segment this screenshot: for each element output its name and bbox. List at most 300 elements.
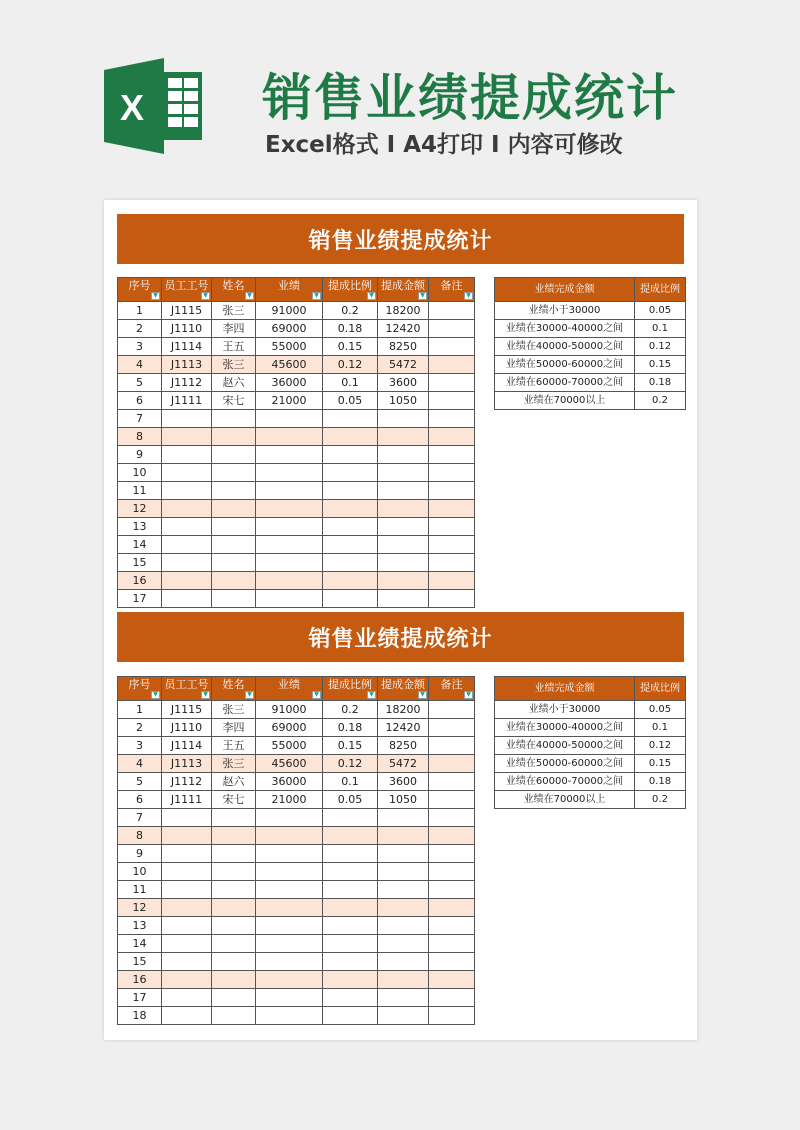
table-cell[interactable]: 赵六 <box>212 374 256 392</box>
filter-dropdown-icon[interactable]: ▼ <box>201 292 210 300</box>
table-cell[interactable] <box>162 554 212 572</box>
table-cell[interactable]: 14 <box>118 935 162 953</box>
table-cell[interactable] <box>256 518 323 536</box>
table-cell[interactable] <box>162 845 212 863</box>
table-cell[interactable] <box>378 464 429 482</box>
table-cell[interactable] <box>162 935 212 953</box>
table-cell[interactable] <box>429 809 475 827</box>
table-row <box>495 338 686 356</box>
table-cell[interactable] <box>429 719 475 737</box>
table-cell[interactable] <box>212 518 256 536</box>
table-cell[interactable] <box>212 809 256 827</box>
table-cell[interactable] <box>429 482 475 500</box>
table-cell[interactable]: 0.1 <box>635 320 686 338</box>
table-cell[interactable] <box>256 446 323 464</box>
table-cell[interactable]: 10 <box>118 863 162 881</box>
table-cell[interactable] <box>162 572 212 590</box>
table-cell[interactable]: 0.1 <box>323 374 378 392</box>
table-cell[interactable] <box>256 863 323 881</box>
table-cell[interactable]: 业绩在50000-60000之间 <box>495 356 635 374</box>
table-cell[interactable] <box>162 446 212 464</box>
table-cell[interactable]: 张三 <box>212 356 256 374</box>
column-header[interactable]: 序号 ▼ <box>118 278 162 302</box>
filter-dropdown-icon[interactable]: ▼ <box>464 691 473 699</box>
excel-logo-icon <box>104 58 204 154</box>
table-cell[interactable] <box>429 881 475 899</box>
table-cell[interactable] <box>378 881 429 899</box>
table-cell[interactable] <box>162 500 212 518</box>
table-cell[interactable]: 12 <box>118 899 162 917</box>
table-cell[interactable] <box>378 935 429 953</box>
table-cell[interactable] <box>323 554 378 572</box>
table-cell[interactable] <box>429 701 475 719</box>
table-cell[interactable]: 王五 <box>212 737 256 755</box>
table-cell[interactable] <box>162 881 212 899</box>
table-cell[interactable] <box>429 590 475 608</box>
table-cell[interactable] <box>378 827 429 845</box>
table-cell[interactable]: 4 <box>118 755 162 773</box>
table-cell[interactable] <box>323 410 378 428</box>
table-cell[interactable] <box>378 917 429 935</box>
table-cell[interactable]: 0.15 <box>635 356 686 374</box>
table-cell[interactable]: 0.05 <box>635 701 686 719</box>
table-cell[interactable]: J1111 <box>162 791 212 809</box>
table-cell[interactable] <box>162 971 212 989</box>
table-cell[interactable]: 0.2 <box>635 392 686 410</box>
table-cell[interactable] <box>162 428 212 446</box>
filter-dropdown-icon[interactable]: ▼ <box>312 691 321 699</box>
table-cell[interactable]: 业绩在60000-70000之间 <box>495 773 635 791</box>
table-cell[interactable]: 17 <box>118 590 162 608</box>
table-cell[interactable]: 李四 <box>212 320 256 338</box>
table-cell[interactable]: 张三 <box>212 302 256 320</box>
table-cell[interactable] <box>162 1007 212 1025</box>
table-cell[interactable]: 12 <box>118 500 162 518</box>
table-cell[interactable]: 16 <box>118 971 162 989</box>
table-cell[interactable]: J1112 <box>162 773 212 791</box>
filter-dropdown-icon[interactable]: ▼ <box>464 292 473 300</box>
table-cell[interactable]: 业绩在30000-40000之间 <box>495 719 635 737</box>
table-cell[interactable]: J1114 <box>162 338 212 356</box>
table-cell[interactable]: J1112 <box>162 374 212 392</box>
table-cell[interactable] <box>378 989 429 1007</box>
table-cell[interactable]: 王五 <box>212 338 256 356</box>
table-cell[interactable]: 0.18 <box>635 374 686 392</box>
table-cell[interactable]: 0.12 <box>323 356 378 374</box>
table-cell[interactable] <box>429 572 475 590</box>
table-cell[interactable]: 3 <box>118 338 162 356</box>
table-cell[interactable] <box>429 989 475 1007</box>
table-cell[interactable]: 91000 <box>256 701 323 719</box>
table-cell[interactable] <box>162 899 212 917</box>
table-cell[interactable] <box>256 590 323 608</box>
table-cell[interactable]: 6 <box>118 392 162 410</box>
table-cell[interactable] <box>212 935 256 953</box>
table-cell[interactable]: 8 <box>118 428 162 446</box>
table-cell[interactable] <box>256 500 323 518</box>
table-cell[interactable] <box>378 809 429 827</box>
column-header[interactable]: 姓名 ▼ <box>212 278 256 302</box>
table-cell[interactable] <box>378 482 429 500</box>
table-cell[interactable]: 18200 <box>378 701 429 719</box>
column-header[interactable]: 序号 ▼ <box>118 677 162 701</box>
table-cell[interactable] <box>429 464 475 482</box>
table-cell[interactable] <box>323 881 378 899</box>
table-cell[interactable] <box>323 953 378 971</box>
table-cell[interactable]: 11 <box>118 881 162 899</box>
column-header[interactable]: 提成比例 ▼ <box>323 677 378 701</box>
table-cell[interactable]: 0.15 <box>635 755 686 773</box>
table-cell[interactable]: 0.2 <box>323 701 378 719</box>
table-cell[interactable]: 5472 <box>378 755 429 773</box>
table-cell[interactable]: 16 <box>118 572 162 590</box>
table-cell[interactable]: 张三 <box>212 755 256 773</box>
table-cell[interactable]: 69000 <box>256 320 323 338</box>
table-cell[interactable]: 45600 <box>256 356 323 374</box>
table-cell[interactable] <box>323 500 378 518</box>
table-cell[interactable]: 0.12 <box>323 755 378 773</box>
table-cell[interactable] <box>323 518 378 536</box>
table-cell[interactable] <box>212 590 256 608</box>
column-header[interactable]: 提成比例 ▼ <box>323 278 378 302</box>
table-cell[interactable] <box>323 899 378 917</box>
column-header[interactable]: 姓名 ▼ <box>212 677 256 701</box>
table-cell[interactable]: 业绩在70000以上 <box>495 791 635 809</box>
table-cell[interactable]: 9 <box>118 845 162 863</box>
table-cell[interactable] <box>256 989 323 1007</box>
table-cell[interactable]: 业绩在40000-50000之间 <box>495 737 635 755</box>
table-cell[interactable] <box>212 989 256 1007</box>
table-cell[interactable]: J1113 <box>162 755 212 773</box>
table-cell[interactable] <box>256 899 323 917</box>
table-cell[interactable]: 0.1 <box>323 773 378 791</box>
table-cell[interactable] <box>256 572 323 590</box>
table-cell[interactable]: 91000 <box>256 302 323 320</box>
table-cell[interactable]: 9 <box>118 446 162 464</box>
table-cell[interactable]: 55000 <box>256 737 323 755</box>
table-cell[interactable]: 赵六 <box>212 773 256 791</box>
table-cell[interactable]: 0.12 <box>635 338 686 356</box>
table-cell[interactable] <box>323 572 378 590</box>
table-cell[interactable] <box>256 953 323 971</box>
table-cell[interactable] <box>323 536 378 554</box>
table-cell[interactable] <box>378 899 429 917</box>
table-cell[interactable] <box>323 1007 378 1025</box>
table-cell[interactable] <box>162 989 212 1007</box>
table-cell[interactable] <box>429 863 475 881</box>
table-cell[interactable] <box>429 755 475 773</box>
table-cell[interactable] <box>323 809 378 827</box>
table-cell[interactable] <box>212 881 256 899</box>
table-cell[interactable]: 0.05 <box>323 392 378 410</box>
table-cell[interactable] <box>429 1007 475 1025</box>
column-header[interactable]: 业绩 ▼ <box>256 677 323 701</box>
table-cell[interactable] <box>429 374 475 392</box>
table-cell[interactable]: 业绩在70000以上 <box>495 392 635 410</box>
table-cell[interactable]: 45600 <box>256 755 323 773</box>
table-cell[interactable] <box>378 536 429 554</box>
table-cell[interactable]: 15 <box>118 953 162 971</box>
table-cell[interactable] <box>162 410 212 428</box>
table-cell[interactable]: 7 <box>118 809 162 827</box>
table-cell[interactable] <box>323 971 378 989</box>
table-cell[interactable] <box>429 410 475 428</box>
table-cell[interactable]: 6 <box>118 791 162 809</box>
table-cell[interactable]: 1050 <box>378 791 429 809</box>
table-cell[interactable]: 12420 <box>378 719 429 737</box>
table-cell[interactable] <box>212 845 256 863</box>
table-cell[interactable] <box>378 572 429 590</box>
filter-dropdown-icon[interactable]: ▼ <box>367 691 376 699</box>
table-cell[interactable] <box>323 464 378 482</box>
column-header[interactable]: 员工工号 ▼ <box>162 677 212 701</box>
table-cell[interactable] <box>212 572 256 590</box>
table-cell[interactable]: 13 <box>118 518 162 536</box>
table-cell[interactable] <box>256 971 323 989</box>
table-cell[interactable] <box>429 773 475 791</box>
table-cell[interactable]: 李四 <box>212 719 256 737</box>
column-header[interactable]: 提成金额 ▼ <box>378 677 429 701</box>
table-cell[interactable] <box>323 845 378 863</box>
table-cell[interactable] <box>212 446 256 464</box>
table-cell[interactable]: 3600 <box>378 374 429 392</box>
table-cell[interactable]: 12420 <box>378 320 429 338</box>
table-cell[interactable]: 36000 <box>256 773 323 791</box>
table-cell[interactable] <box>162 809 212 827</box>
table-cell[interactable] <box>323 446 378 464</box>
table-cell[interactable]: 5472 <box>378 356 429 374</box>
filter-dropdown-icon[interactable]: ▼ <box>312 292 321 300</box>
table-cell[interactable]: J1111 <box>162 392 212 410</box>
table-cell[interactable] <box>212 482 256 500</box>
filter-dropdown-icon[interactable]: ▼ <box>151 691 160 699</box>
table-cell[interactable]: 21000 <box>256 392 323 410</box>
table-cell[interactable]: 5 <box>118 773 162 791</box>
table-cell[interactable] <box>429 356 475 374</box>
table-cell[interactable] <box>256 410 323 428</box>
table-cell[interactable]: 1050 <box>378 392 429 410</box>
table-cell[interactable] <box>256 482 323 500</box>
table-cell[interactable]: 18 <box>118 1007 162 1025</box>
table-cell[interactable]: 13 <box>118 917 162 935</box>
table-cell[interactable] <box>212 554 256 572</box>
table-cell[interactable] <box>378 1007 429 1025</box>
table-cell[interactable] <box>256 809 323 827</box>
table-cell[interactable] <box>256 845 323 863</box>
table-cell[interactable] <box>378 428 429 446</box>
table-cell[interactable]: 0.2 <box>323 302 378 320</box>
table-cell[interactable] <box>429 392 475 410</box>
table-cell[interactable]: 15 <box>118 554 162 572</box>
table-cell[interactable] <box>378 446 429 464</box>
table-cell[interactable] <box>429 737 475 755</box>
filter-dropdown-icon[interactable]: ▼ <box>245 292 254 300</box>
table-cell[interactable] <box>212 1007 256 1025</box>
table-cell[interactable] <box>323 935 378 953</box>
table-cell[interactable]: 14 <box>118 536 162 554</box>
table-cell[interactable] <box>256 536 323 554</box>
table-cell[interactable] <box>429 953 475 971</box>
column-header[interactable]: 提成金额 ▼ <box>378 278 429 302</box>
table-cell[interactable]: 0.1 <box>635 719 686 737</box>
column-header[interactable]: 备注 ▼ <box>429 677 475 701</box>
table-cell[interactable] <box>256 554 323 572</box>
table-cell[interactable]: 业绩小于30000 <box>495 302 635 320</box>
table-cell[interactable]: 1 <box>118 701 162 719</box>
table-cell[interactable]: 0.12 <box>635 737 686 755</box>
table-cell[interactable]: 1 <box>118 302 162 320</box>
table-cell[interactable]: 36000 <box>256 374 323 392</box>
table-cell[interactable] <box>378 971 429 989</box>
table-cell[interactable]: 0.2 <box>635 791 686 809</box>
table-cell[interactable] <box>429 917 475 935</box>
table-cell[interactable] <box>256 935 323 953</box>
column-header[interactable]: 员工工号 ▼ <box>162 278 212 302</box>
table-cell[interactable]: 业绩在60000-70000之间 <box>495 374 635 392</box>
table-cell[interactable]: 3 <box>118 737 162 755</box>
table-cell[interactable]: 0.18 <box>323 320 378 338</box>
table-cell[interactable] <box>212 863 256 881</box>
table-cell[interactable]: 业绩在50000-60000之间 <box>495 755 635 773</box>
table-cell[interactable] <box>212 410 256 428</box>
table-cell[interactable] <box>323 590 378 608</box>
table-row <box>118 446 475 464</box>
table-cell[interactable]: 0.15 <box>323 338 378 356</box>
filter-dropdown-icon[interactable]: ▼ <box>245 691 254 699</box>
table-cell[interactable]: J1110 <box>162 719 212 737</box>
table-cell[interactable] <box>429 935 475 953</box>
table-cell[interactable] <box>429 536 475 554</box>
table-cell[interactable]: 5 <box>118 374 162 392</box>
table-cell[interactable]: 0.18 <box>635 773 686 791</box>
table-cell[interactable]: J1115 <box>162 302 212 320</box>
filter-dropdown-icon[interactable]: ▼ <box>418 292 427 300</box>
table-cell[interactable] <box>429 446 475 464</box>
table-cell[interactable]: 张三 <box>212 701 256 719</box>
table-cell[interactable] <box>256 917 323 935</box>
table-cell[interactable] <box>429 827 475 845</box>
table-cell[interactable] <box>212 917 256 935</box>
table-cell[interactable]: 宋七 <box>212 392 256 410</box>
table-cell[interactable]: 0.05 <box>323 791 378 809</box>
table-cell[interactable] <box>323 482 378 500</box>
table-cell[interactable]: 55000 <box>256 338 323 356</box>
table-cell[interactable] <box>429 971 475 989</box>
table-cell[interactable] <box>162 863 212 881</box>
table-cell[interactable] <box>378 554 429 572</box>
table-cell[interactable]: J1110 <box>162 320 212 338</box>
table-cell[interactable] <box>162 464 212 482</box>
table-cell[interactable] <box>256 428 323 446</box>
column-header[interactable]: 业绩 ▼ <box>256 278 323 302</box>
filter-dropdown-icon[interactable]: ▼ <box>151 292 160 300</box>
table-cell[interactable] <box>162 827 212 845</box>
table-cell[interactable] <box>162 953 212 971</box>
table-cell[interactable] <box>212 899 256 917</box>
table-cell[interactable] <box>212 827 256 845</box>
table-cell[interactable]: 11 <box>118 482 162 500</box>
table-cell[interactable]: 8250 <box>378 737 429 755</box>
table-cell[interactable]: 8250 <box>378 338 429 356</box>
table-cell[interactable] <box>378 500 429 518</box>
table-cell[interactable]: J1113 <box>162 356 212 374</box>
table-cell[interactable] <box>323 989 378 1007</box>
table-cell[interactable] <box>429 791 475 809</box>
table-cell[interactable] <box>212 428 256 446</box>
table-cell[interactable]: 18200 <box>378 302 429 320</box>
table-cell[interactable] <box>212 464 256 482</box>
table-cell[interactable] <box>429 554 475 572</box>
table-cell[interactable] <box>162 482 212 500</box>
table-cell[interactable]: 0.05 <box>635 302 686 320</box>
table-cell[interactable]: 69000 <box>256 719 323 737</box>
table-cell[interactable] <box>212 953 256 971</box>
table-cell[interactable] <box>256 827 323 845</box>
filter-dropdown-icon[interactable]: ▼ <box>418 691 427 699</box>
table-cell[interactable]: J1115 <box>162 701 212 719</box>
table-cell[interactable]: 10 <box>118 464 162 482</box>
table-cell[interactable] <box>256 881 323 899</box>
table-cell[interactable] <box>429 500 475 518</box>
table-cell[interactable] <box>378 863 429 881</box>
table-cell[interactable] <box>378 845 429 863</box>
table-cell[interactable]: 业绩小于30000 <box>495 701 635 719</box>
table-cell[interactable] <box>378 518 429 536</box>
table-cell[interactable] <box>162 518 212 536</box>
table-cell[interactable] <box>212 536 256 554</box>
table-cell[interactable]: 8 <box>118 827 162 845</box>
table-cell[interactable] <box>378 953 429 971</box>
table-cell[interactable] <box>378 590 429 608</box>
table-cell[interactable] <box>162 917 212 935</box>
table-cell[interactable] <box>162 536 212 554</box>
filter-dropdown-icon[interactable]: ▼ <box>367 292 376 300</box>
table-cell[interactable] <box>323 827 378 845</box>
table-cell[interactable] <box>212 971 256 989</box>
table-cell[interactable] <box>429 845 475 863</box>
table-cell[interactable]: 17 <box>118 989 162 1007</box>
table-cell[interactable]: 0.18 <box>323 719 378 737</box>
table-cell[interactable] <box>429 428 475 446</box>
table-cell[interactable] <box>429 899 475 917</box>
table-cell[interactable] <box>378 410 429 428</box>
table-cell[interactable] <box>429 302 475 320</box>
table-cell[interactable]: 业绩在40000-50000之间 <box>495 338 635 356</box>
table-cell[interactable] <box>212 500 256 518</box>
table-cell[interactable] <box>323 863 378 881</box>
table-cell[interactable]: 4 <box>118 356 162 374</box>
table-cell[interactable] <box>162 590 212 608</box>
table-cell[interactable]: 21000 <box>256 791 323 809</box>
column-header[interactable]: 备注 ▼ <box>429 278 475 302</box>
table-cell[interactable] <box>429 320 475 338</box>
table-cell[interactable]: 2 <box>118 320 162 338</box>
table-cell[interactable] <box>256 464 323 482</box>
table-cell[interactable]: J1114 <box>162 737 212 755</box>
table-cell[interactable]: 7 <box>118 410 162 428</box>
table-cell[interactable]: 0.15 <box>323 737 378 755</box>
table-cell[interactable]: 宋七 <box>212 791 256 809</box>
table-cell[interactable] <box>323 428 378 446</box>
table-cell[interactable]: 业绩在30000-40000之间 <box>495 320 635 338</box>
table-cell[interactable]: 2 <box>118 719 162 737</box>
table-cell[interactable]: 3600 <box>378 773 429 791</box>
table-cell[interactable] <box>256 1007 323 1025</box>
table-cell[interactable] <box>429 338 475 356</box>
filter-dropdown-icon[interactable]: ▼ <box>201 691 210 699</box>
table-cell[interactable] <box>323 917 378 935</box>
table-cell[interactable] <box>429 518 475 536</box>
